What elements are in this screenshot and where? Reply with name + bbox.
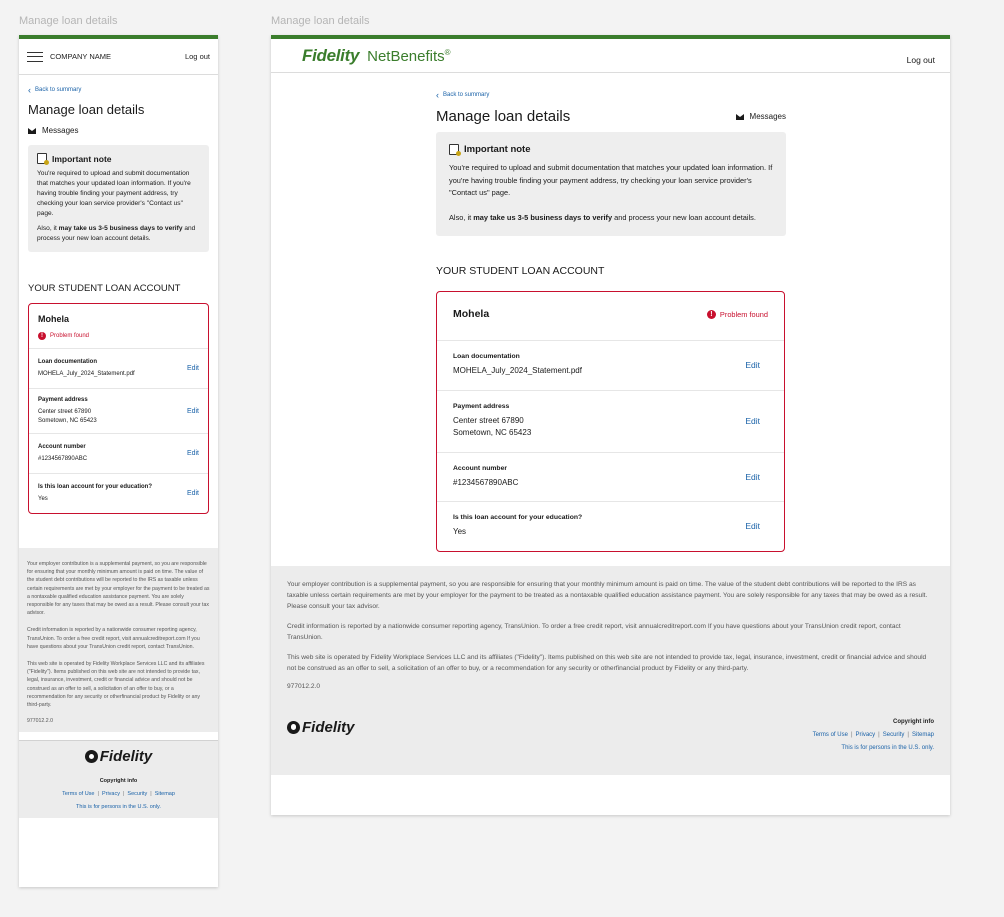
brand-fidelity: Fidelity xyxy=(302,45,360,65)
us-persons-note: This is for persons in the U.S. only. xyxy=(76,804,161,811)
desktop-frame xyxy=(271,35,950,815)
alert-circle-icon: ! xyxy=(707,310,716,319)
back-link-label: Back to summary xyxy=(443,92,490,98)
row-value: MOHELA_July_2024_Statement.pdf xyxy=(38,370,135,377)
note-title: Important note xyxy=(52,153,112,164)
privacy-link[interactable]: Privacy xyxy=(855,731,876,738)
note-header xyxy=(37,153,200,164)
card-header xyxy=(437,292,784,340)
row-value: #1234567890ABC xyxy=(38,455,88,462)
messages-label: Messages xyxy=(42,126,79,135)
loan-documentation-row xyxy=(29,348,208,388)
fidelity-logo-icon xyxy=(85,750,98,763)
education-row xyxy=(29,473,208,513)
row-label: Account number xyxy=(38,443,86,450)
disclosure-paragraph-2: Credit information is reported by a nationwide consumer reporting agency, TransUnion. To order a free credit report, visit annualcreditreport.com If you have questions about your TransUnion credit report, contact TransUnion. xyxy=(287,622,901,641)
loan-account-card xyxy=(436,291,785,552)
loan-account-card xyxy=(28,303,209,514)
row-label: Is this loan account for your education? xyxy=(38,483,153,490)
disclosure-paragraph-1: Your employer contribution is a supplemental payment, so you are responsible for ensuring that your monthly minimum amount is paid on time. The value of the student debt contributions will be reported to the IRS as taxable unless certain requirements are met by your employer for the payment to be treated as a nontaxable qualified education assistance payment. You are solely responsible for any taxes that may be owed as a result. Please consult your tax advisor. xyxy=(27,561,210,617)
messages-label: Messages xyxy=(749,112,786,121)
account-number-row xyxy=(29,433,208,473)
row-value: Center street 67890 Sometown, NC 65423 xyxy=(38,409,97,424)
row-label: Account number xyxy=(453,464,508,472)
version-number: 977012.2.0 xyxy=(287,682,321,690)
account-number-row xyxy=(437,452,784,502)
row-label: Payment address xyxy=(453,402,510,410)
note-paragraph-2: Also, it may take us 3-5 business days to verify and process your new loan account details. xyxy=(37,225,196,242)
terms-link[interactable]: Terms of Use xyxy=(812,731,848,738)
copyright-info: Copyright info xyxy=(893,718,934,725)
logout-link[interactable]: Log out xyxy=(906,54,935,65)
company-name: COMPANY NAME xyxy=(50,52,111,61)
privacy-link[interactable]: Privacy xyxy=(101,791,120,798)
logo-text: Fidelity xyxy=(99,748,153,766)
row-label: Loan documentation xyxy=(38,358,97,365)
note-paragraph-2: Also, it may take us 3-5 business days to verify and process your new loan account details. xyxy=(449,212,756,222)
disclosure-paragraph-3: This web site is operated by Fidelity Workplace Services LLC and its affiliates ("Fidelity"). Items published on this web site are not intended to provide tax, legal, insurance, investment, credit or financial advice and should not be construed as an offer to sell, a solicitation of an offer to buy, or a recommendation for any security or otherfinancial product by Fidelity or any third-party. xyxy=(287,653,927,672)
legal-links: Terms of Use | Privacy | Security | Sitemap xyxy=(812,731,934,738)
envelope-icon xyxy=(736,114,744,120)
security-link[interactable]: Security xyxy=(882,731,905,738)
status-badge xyxy=(707,310,768,319)
row-label: Loan documentation xyxy=(453,353,520,360)
sitemap-link[interactable]: Sitemap xyxy=(911,731,934,738)
sitemap-link[interactable]: Sitemap xyxy=(154,791,175,798)
back-to-summary-link[interactable] xyxy=(28,87,209,93)
desktop-legal-footer xyxy=(287,719,934,765)
terms-link[interactable]: Terms of Use xyxy=(62,791,95,798)
messages-link[interactable] xyxy=(28,126,209,135)
payment-address-row xyxy=(437,390,784,452)
row-value: MOHELA_July_2024_Statement.pdf xyxy=(453,366,582,375)
messages-link[interactable] xyxy=(736,112,786,121)
brand-netbenefits: NetBenefits® xyxy=(367,47,451,65)
servicer-name: Mohela xyxy=(453,308,490,320)
desktop-footer xyxy=(271,566,950,775)
important-note xyxy=(28,145,209,252)
legal-links: Terms of Use | Privacy | Security | Sitemap xyxy=(62,791,175,798)
mobile-frame xyxy=(19,35,218,887)
security-link[interactable]: Security xyxy=(127,791,148,798)
edit-account-number-link[interactable]: Edit xyxy=(745,471,760,482)
hamburger-menu-icon[interactable] xyxy=(27,52,43,62)
chevron-left-icon: ‹ xyxy=(28,85,31,95)
chevron-left-icon: ‹ xyxy=(436,90,439,100)
important-note xyxy=(436,132,786,236)
document-alert-icon xyxy=(37,153,47,164)
us-persons-note: This is for persons in the U.S. only. xyxy=(841,744,934,751)
edit-payment-address-link[interactable]: Edit xyxy=(186,407,199,415)
edit-loan-documentation-link[interactable]: Edit xyxy=(745,360,760,371)
note-header xyxy=(449,144,773,155)
fidelity-logo xyxy=(85,748,153,765)
note-title: Important note xyxy=(464,144,531,155)
page-title: Manage loan details xyxy=(28,102,145,117)
note-paragraph-1: You're required to upload and submit documentation that matches your updated loan information. If you're having trouble finding your payment address, try checking your loan service provider's "Contact us" page. xyxy=(37,170,191,217)
legal-info xyxy=(813,719,934,751)
section-title: YOUR STUDENT LOAN ACCOUNT xyxy=(436,265,605,277)
edit-payment-address-link[interactable]: Edit xyxy=(745,416,760,426)
card-header xyxy=(29,304,208,348)
loan-documentation-row xyxy=(437,340,784,390)
desktop-frame-label: Manage loan details xyxy=(271,15,370,27)
row-value: Yes xyxy=(453,527,467,536)
mobile-frame-label: Manage loan details xyxy=(19,15,118,27)
row-value: #1234567890ABC xyxy=(453,477,519,487)
status-text: Problem found xyxy=(719,309,768,319)
alert-circle-icon: ! xyxy=(38,332,46,340)
row-label: Payment address xyxy=(38,397,88,403)
status-badge xyxy=(38,332,199,340)
status-text: Problem found xyxy=(50,333,90,339)
back-link-label: Back to summary xyxy=(35,87,82,93)
section-title: YOUR STUDENT LOAN ACCOUNT xyxy=(28,283,181,294)
row-label: Is this loan account for your education? xyxy=(453,514,583,521)
copyright-info: Copyright info xyxy=(99,778,138,785)
mobile-footer xyxy=(19,548,218,732)
servicer-name: Mohela xyxy=(38,314,70,324)
education-row xyxy=(437,501,784,551)
desktop-header xyxy=(271,39,950,73)
disclosure-paragraph-3: This web site is operated by Fidelity Workplace Services LLC and its affiliates ("Fidelity"). Items published on this web site are not intended to provide tax, legal, insurance, investment, credit or financial advice and should not be construed as an offer to sell, a solicitation of an offer to buy, or a recommendation for any security or otherfinancial product by Fidelity or any third-party. xyxy=(27,661,205,709)
logout-link[interactable]: Log out xyxy=(184,52,210,61)
edit-loan-documentation-link[interactable]: Edit xyxy=(186,365,199,372)
edit-account-number-link[interactable]: Edit xyxy=(186,450,199,457)
mobile-legal-footer xyxy=(19,740,218,818)
edit-education-link[interactable]: Edit xyxy=(745,521,760,532)
disclosure-paragraph-2: Credit information is reported by a nationwide consumer reporting agency, TransUnion. To order a free credit report, visit annualcreditreport.com If you have questions about your TransUnion credit report, contact TransUnion. xyxy=(27,627,200,650)
fidelity-logo-icon xyxy=(287,721,300,734)
version-number: 977012.2.0 xyxy=(27,718,53,725)
envelope-icon xyxy=(28,128,36,134)
payment-address-row xyxy=(29,388,208,433)
page-title: Manage loan details xyxy=(436,108,571,125)
logo-text: Fidelity xyxy=(302,718,355,736)
mobile-main xyxy=(19,75,218,514)
row-value: Center street 67890 Sometown, NC 65423 xyxy=(453,415,532,437)
document-alert-icon xyxy=(449,144,459,155)
desktop-main xyxy=(436,73,786,552)
fidelity-logo xyxy=(287,719,355,736)
back-to-summary-link[interactable] xyxy=(436,92,786,98)
edit-education-link[interactable]: Edit xyxy=(186,490,199,497)
netbenefits-brand[interactable] xyxy=(302,46,907,66)
disclosure-paragraph-1: Your employer contribution is a supplemental payment, so you are responsible for ensuring that your monthly minimum amount is paid on time. The value of the student debt contributions will be reported to the IRS as taxable unless certain requirements are met by your employer for the payment to be treated as a nontaxable qualified education assistance payment. You are solely responsible for any taxes that may be owed as a result. Please consult your tax advisor. xyxy=(287,580,928,610)
mobile-header xyxy=(19,39,218,75)
row-value: Yes xyxy=(38,495,48,502)
title-row xyxy=(436,108,786,125)
note-paragraph-1: You're required to upload and submit documentation that matches your updated loan information. If you're having trouble finding your payment address, try checking your loan service provider's "Contact us" page. xyxy=(449,163,773,197)
